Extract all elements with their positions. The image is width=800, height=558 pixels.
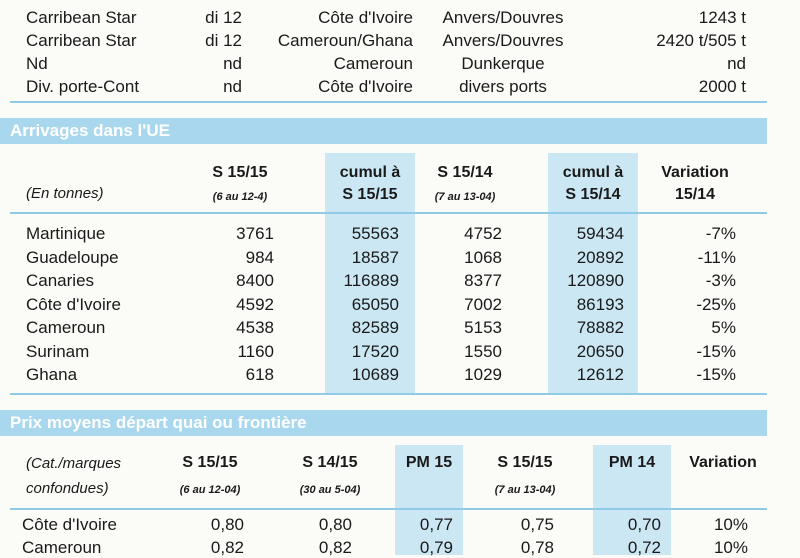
column-header: S 15/15 bbox=[342, 186, 398, 203]
ship-destination: Anvers/Douvres bbox=[442, 8, 564, 27]
table-cell: 8377 bbox=[464, 271, 502, 290]
table-cell: 984 bbox=[245, 247, 274, 267]
table-cell: 59434 bbox=[576, 224, 624, 243]
table-cell: 8400 bbox=[236, 271, 274, 290]
table-cell: -3% bbox=[705, 271, 736, 290]
category-note: (Cat./marques bbox=[26, 455, 122, 472]
column-subheader: (7 au 13-04) bbox=[494, 484, 556, 496]
table-cell: 17520 bbox=[351, 341, 399, 361]
column-header: S 15/15 bbox=[497, 454, 553, 471]
section-header bbox=[0, 118, 767, 144]
table-cell: 1029 bbox=[464, 365, 502, 384]
table-cell: 0,82 bbox=[210, 538, 244, 557]
table-cell: 78882 bbox=[576, 318, 624, 337]
row-label: Côte d'Ivoire bbox=[26, 294, 121, 314]
table-cell: -7% bbox=[705, 224, 736, 243]
column-header: cumul à bbox=[339, 164, 401, 181]
table-cell: 0,80 bbox=[318, 515, 352, 534]
column-header: S 15/15 bbox=[182, 454, 238, 471]
table-cell: 1550 bbox=[464, 341, 502, 361]
ship-origin: Cameroun/Ghana bbox=[277, 31, 413, 50]
table-cell: 10% bbox=[713, 515, 748, 534]
table-cell: 0,77 bbox=[419, 515, 453, 534]
row-label: Martinique bbox=[26, 224, 106, 243]
ship-name: Div. porte-Cont bbox=[26, 77, 140, 96]
ship-date: nd bbox=[223, 77, 242, 96]
divider bbox=[10, 393, 767, 395]
table-cell: 82589 bbox=[351, 318, 399, 337]
table-cell: -25% bbox=[696, 294, 736, 314]
ship-destination: Anvers/Douvres bbox=[442, 31, 564, 50]
ship-name: Nd bbox=[26, 54, 48, 73]
table-cell: 120890 bbox=[567, 271, 624, 290]
row-label: Guadeloupe bbox=[26, 247, 119, 267]
table-cell: 0,82 bbox=[318, 538, 352, 557]
column-header: S 14/15 bbox=[302, 454, 358, 471]
row-label: Cameroun bbox=[22, 538, 102, 557]
ship-date: nd bbox=[223, 54, 242, 73]
divider bbox=[10, 508, 767, 510]
section-title: Arrivages dans l'UE bbox=[10, 121, 170, 140]
ship-quantity: 2420 t/505 t bbox=[656, 31, 746, 50]
table-cell: 4752 bbox=[464, 224, 502, 243]
ship-origin: Côte d'Ivoire bbox=[318, 8, 413, 27]
row-label: Canaries bbox=[26, 271, 95, 290]
table-cell: 65050 bbox=[351, 294, 399, 314]
table-cell: 55563 bbox=[351, 224, 399, 243]
ship-destination: Dunkerque bbox=[461, 54, 545, 73]
ship-date: di 12 bbox=[205, 8, 242, 27]
table-cell: 1068 bbox=[464, 247, 502, 267]
table-cell: -15% bbox=[696, 365, 736, 384]
column-header: S 15/14 bbox=[565, 186, 621, 203]
table-cell: 1160 bbox=[237, 341, 274, 361]
column-header: S 15/15 bbox=[212, 164, 268, 181]
table-cell: 0,79 bbox=[419, 538, 453, 557]
table-cell: 5153 bbox=[464, 318, 502, 337]
column-header: 15/14 bbox=[674, 186, 716, 203]
column-subheader: (30 au 5-04) bbox=[299, 484, 361, 496]
table-cell: 10689 bbox=[351, 365, 399, 384]
ship-quantity: 1243 t bbox=[698, 8, 746, 27]
row-label: Cameroun bbox=[26, 318, 106, 337]
unit-note: (En tonnes) bbox=[26, 185, 104, 202]
divider bbox=[10, 101, 767, 103]
table-cell: 0,70 bbox=[627, 515, 661, 534]
divider bbox=[10, 212, 767, 214]
section-header bbox=[0, 410, 767, 436]
column-header: PM 15 bbox=[405, 454, 453, 471]
column-subheader: (6 au 12-4) bbox=[212, 191, 268, 203]
table-cell: 116889 bbox=[343, 271, 399, 290]
ship-date: di 12 bbox=[205, 31, 242, 50]
column-subheader: (6 au 12-04) bbox=[179, 484, 241, 496]
table-cell: 12612 bbox=[576, 365, 624, 384]
table-cell: 18587 bbox=[351, 247, 399, 267]
table-cell: -11% bbox=[697, 247, 736, 267]
table-cell: 5% bbox=[711, 318, 736, 337]
table-cell: 86193 bbox=[576, 294, 624, 314]
clipped-row bbox=[0, 0, 800, 3]
row-label: Côte d'Ivoire bbox=[22, 515, 117, 534]
ship-origin: Côte d'Ivoire bbox=[318, 77, 413, 96]
ship-destination: divers ports bbox=[459, 77, 547, 96]
ship-quantity: 2000 t bbox=[698, 77, 746, 96]
table-cell: 20892 bbox=[576, 247, 624, 267]
table-cell: 0,75 bbox=[520, 515, 554, 534]
table-cell: 0,78 bbox=[520, 538, 554, 557]
table-cell: 0,80 bbox=[210, 515, 244, 534]
column-header: cumul à bbox=[562, 164, 624, 181]
column-header: S 15/14 bbox=[437, 164, 493, 181]
column-header: Variation bbox=[689, 454, 757, 471]
table-cell: 20650 bbox=[576, 341, 624, 361]
table-cell: 618 bbox=[245, 365, 274, 384]
section-title: Prix moyens départ quai ou frontière bbox=[10, 413, 307, 432]
ship-quantity: nd bbox=[727, 54, 746, 73]
ship-name: Carribean Star bbox=[26, 31, 137, 50]
row-label: Ghana bbox=[26, 365, 78, 384]
ship-name: Carribean Star bbox=[26, 8, 137, 27]
table-cell: 0,72 bbox=[627, 538, 661, 557]
column-header: PM 14 bbox=[608, 454, 656, 471]
table-cell: 10% bbox=[713, 538, 748, 557]
table-cell: -15% bbox=[696, 341, 736, 361]
table-cell: 7002 bbox=[464, 294, 502, 314]
table-cell: 3761 bbox=[236, 224, 274, 243]
column-header: Variation bbox=[661, 164, 729, 181]
ship-origin: Cameroun bbox=[333, 54, 413, 73]
category-note: confondues) bbox=[26, 480, 109, 497]
table-cell: 4538 bbox=[236, 318, 274, 337]
row-label: Surinam bbox=[26, 341, 90, 361]
table-cell: 4592 bbox=[236, 294, 274, 314]
column-subheader: (7 au 13-04) bbox=[434, 191, 496, 203]
